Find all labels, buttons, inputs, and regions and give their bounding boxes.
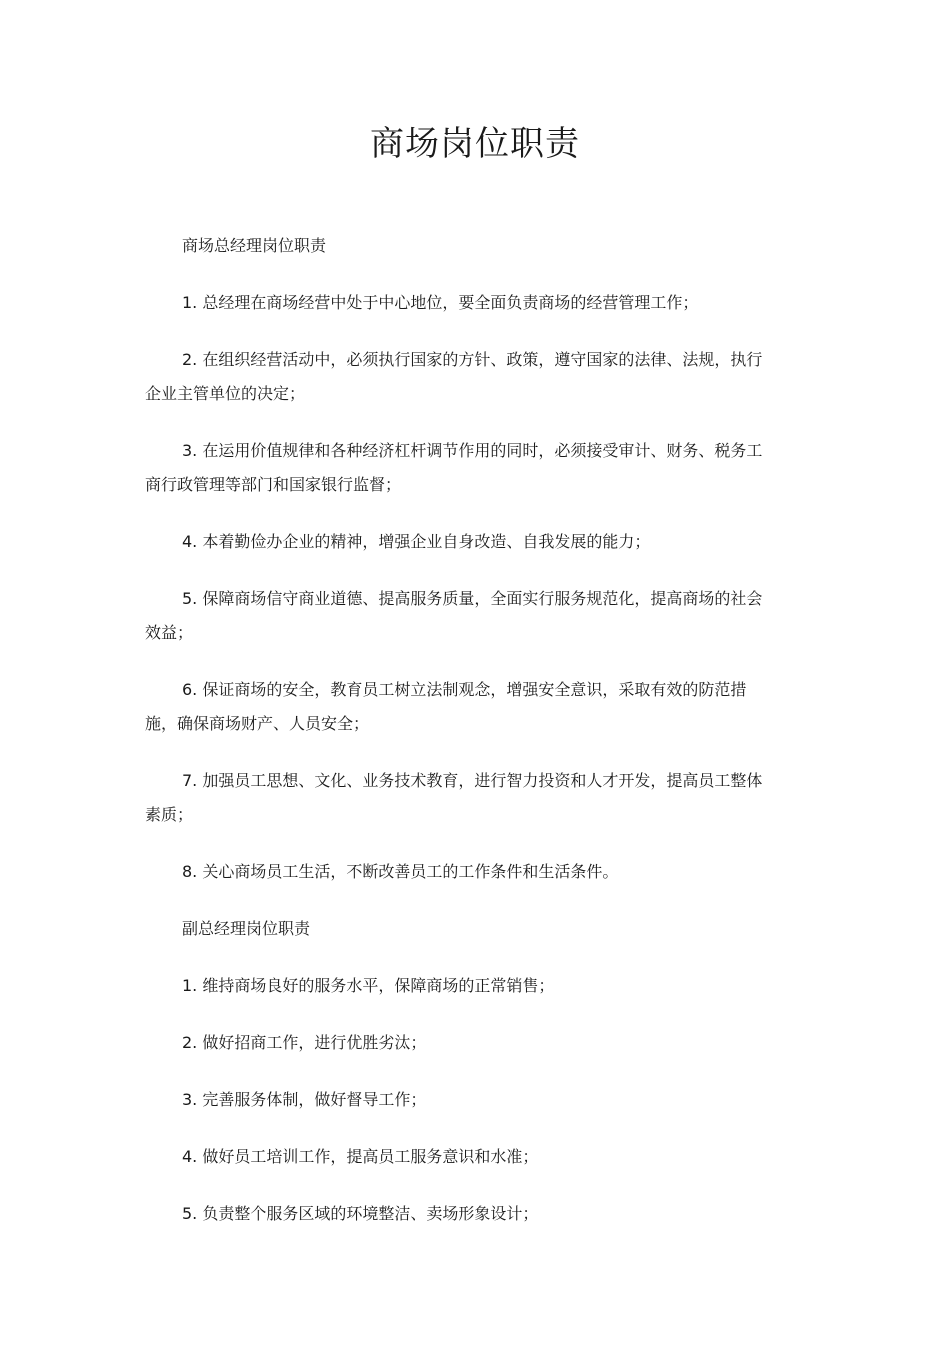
list-item: 1. 维持商场良好的服务水平，保障商场的正常销售； <box>182 976 555 995</box>
list-item: 8. 关心商场员工生活，不断改善员工的工作条件和生活条件。 <box>182 862 619 881</box>
list-item: 4. 本着勤俭办企业的精神，增强企业自身改造、自我发展的能力； <box>182 532 651 551</box>
list-item: 5. 负责整个服务区域的环境整洁、卖场形象设计； <box>182 1204 539 1223</box>
list-item: 5. 保障商场信守商业道德、提高服务质量，全面实行服务规范化，提高商场的社会效益； <box>145 589 763 642</box>
list-item: 2. 在组织经营活动中，必须执行国家的方针、政策，遵守国家的法律、法规，执行企业主管单位的决定； <box>145 350 763 403</box>
list-item: 4. 做好员工培训工作，提高员工服务意识和水准； <box>182 1147 539 1166</box>
list-item: 7. 加强员工思想、文化、业务技术教育，进行智力投资和人才开发，提高员工整体素质； <box>145 771 763 824</box>
section-heading-general-manager: 商场总经理岗位职责 <box>182 236 327 255</box>
list-item: 2. 做好招商工作，进行优胜劣汰； <box>182 1033 427 1052</box>
document-body <box>145 229 770 1254</box>
list-item: 3. 在运用价值规律和各种经济杠杆调节作用的同时，必须接受审计、财务、税务工商行政管理等部门和国家银行监督； <box>145 441 763 494</box>
list-item: 3. 完善服务体制，做好督导工作； <box>182 1090 427 1109</box>
list-item: 6. 保证商场的安全，教育员工树立法制观念，增强安全意识，采取有效的防范措施，确保商场财产、人员安全； <box>145 680 747 733</box>
section-heading-deputy-manager: 副总经理岗位职责 <box>182 919 311 938</box>
list-item: 1. 总经理在商场经营中处于中心地位，要全面负责商场的经营管理工作； <box>182 293 699 312</box>
document-title: 商场岗位职责 <box>370 124 580 164</box>
